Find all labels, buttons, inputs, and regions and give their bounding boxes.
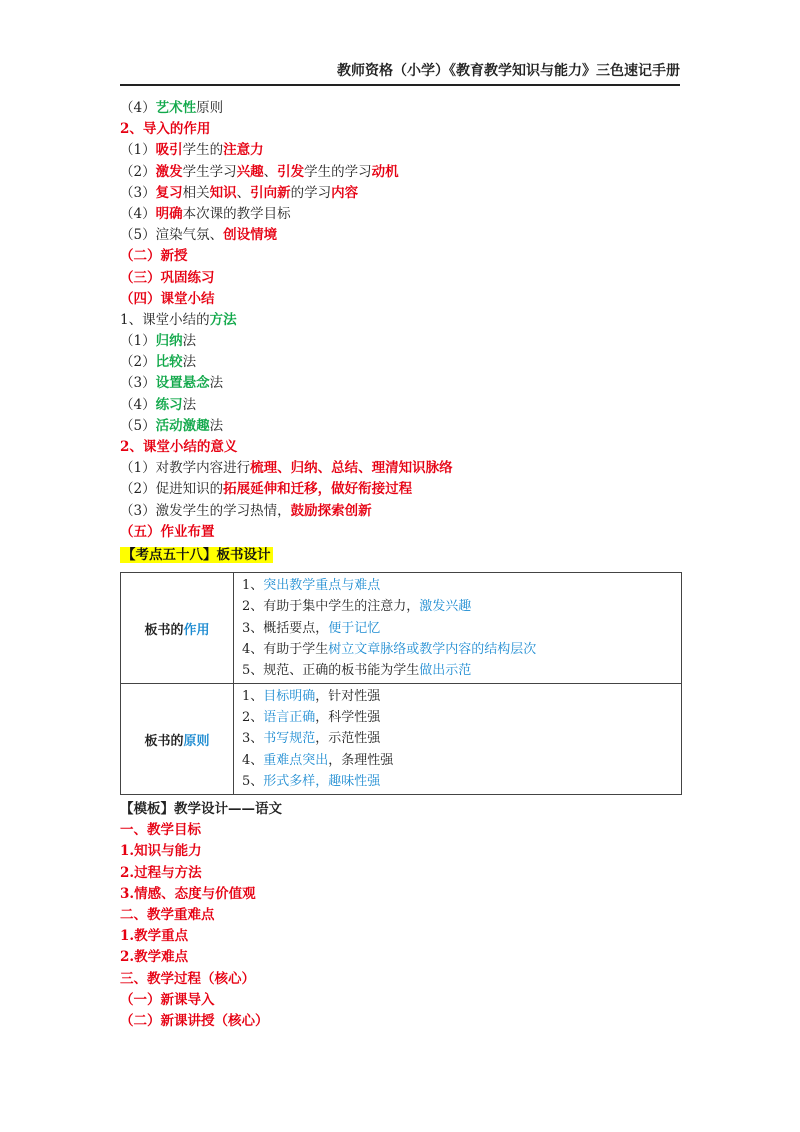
row-label-prefix: 板书的	[144, 622, 184, 638]
text-segment: 活动激趣	[155, 417, 210, 434]
text-segment: 知识	[209, 184, 237, 201]
text-segment: 语言正确	[263, 710, 316, 726]
text-segment: 2、课堂小结的意义	[120, 439, 238, 455]
text-line	[120, 905, 680, 926]
text-segment: 动机	[371, 163, 399, 180]
list-item	[242, 728, 675, 749]
text-line	[120, 1011, 680, 1032]
text-segment: 学生的	[182, 142, 224, 159]
text-segment: 1、	[242, 578, 264, 594]
text-line	[120, 225, 680, 246]
text-segment: 1、	[242, 689, 264, 705]
text-segment: 明确	[155, 205, 183, 222]
text-segment: 便于记忆	[328, 620, 381, 636]
text-line	[120, 98, 680, 119]
text-segment: （二）新课讲授（核心）	[120, 1012, 269, 1029]
text-line	[120, 204, 680, 225]
text-segment: （五）作业布置	[120, 523, 215, 540]
text-segment: 艺术性	[155, 100, 197, 116]
outline-section	[120, 98, 680, 543]
text-segment: （5）	[120, 417, 156, 434]
text-line	[120, 246, 680, 267]
document-content	[120, 98, 680, 1032]
text-segment: 5、	[242, 773, 264, 789]
text-segment: 引发	[277, 163, 305, 180]
text-line	[120, 268, 680, 289]
list-item	[242, 771, 675, 792]
text-segment: 梳理、归纳、总结、理清知识脉络	[250, 460, 453, 477]
text-segment: 引向新	[250, 184, 291, 201]
text-segment: 激发	[155, 163, 183, 180]
text-line	[120, 289, 680, 310]
text-segment: 一、教学目标	[120, 822, 201, 839]
text-segment: 3、	[242, 731, 264, 747]
text-segment: 学生学习	[182, 163, 237, 180]
text-segment: 设置悬念	[155, 375, 210, 392]
text-segment: （三）巩固练习	[120, 269, 215, 286]
text-segment: ，科学性强	[315, 710, 381, 726]
text-segment: 激发兴趣	[419, 599, 472, 615]
text-segment: 原则	[196, 100, 224, 116]
text-segment: ，针对性强	[315, 689, 381, 705]
text-line	[120, 841, 680, 862]
text-line	[120, 458, 680, 479]
text-segment: 3、概括要点，	[242, 620, 329, 636]
text-segment: 做出示范	[419, 662, 472, 678]
text-segment: （二）新授	[120, 248, 188, 265]
text-line	[120, 331, 680, 352]
text-segment: 书写规范	[263, 731, 316, 747]
page-header: 教师资格（小学）《教育教学知识与能力》三色速记手册	[120, 60, 680, 86]
text-segment: （5）渲染气氛、	[120, 227, 224, 244]
text-line	[120, 947, 680, 968]
text-segment: （四）课堂小结	[120, 290, 215, 307]
text-segment: 2.过程与方法	[120, 864, 202, 881]
list-item	[242, 639, 675, 660]
text-line	[120, 926, 680, 947]
table-row	[121, 573, 682, 684]
text-segment: 4、有助于学生	[242, 641, 329, 657]
text-segment: 1、课堂小结的	[120, 311, 210, 328]
text-segment: （1）对教学内容进行	[120, 460, 251, 477]
text-segment: 鼓励探索创新	[290, 502, 372, 519]
text-segment: 本次课的教学目标	[182, 205, 291, 222]
row-label-keyword: 原则	[183, 733, 210, 749]
text-segment: 树立文章脉络或教学内容的结构层次	[328, 641, 537, 657]
text-segment: 三、教学过程（核心）	[120, 970, 255, 987]
text-segment: （2）	[120, 163, 156, 180]
row-label-prefix: 板书的	[144, 733, 184, 749]
text-segment: 3.情感、态度与价值观	[120, 885, 256, 902]
row-label	[121, 684, 234, 795]
text-segment: 练习	[155, 396, 183, 413]
text-segment: 法	[182, 333, 197, 350]
text-line	[120, 522, 680, 543]
text-segment: 1.知识与能力	[120, 843, 202, 860]
list-item	[242, 750, 675, 771]
text-segment: 吸引	[155, 142, 183, 159]
list-item	[242, 575, 675, 596]
lesson-template-section	[120, 799, 680, 1032]
section-title-highlight: 【考点五十八】板书设计	[122, 546, 271, 563]
text-segment: 内容	[331, 184, 359, 201]
list-item	[242, 618, 675, 639]
text-line	[120, 162, 680, 183]
section-title	[120, 545, 680, 566]
text-line	[120, 416, 680, 437]
text-segment: （3）	[120, 184, 156, 201]
text-line	[120, 501, 680, 522]
list-item	[242, 596, 675, 617]
text-segment: 方法	[209, 311, 237, 328]
text-line	[120, 884, 680, 905]
text-segment: 【模板】教学设计——语文	[120, 801, 282, 817]
text-segment: 创设情境	[223, 227, 278, 244]
list-item	[242, 660, 675, 681]
text-segment: ，示范性强	[315, 731, 381, 747]
text-segment: ，条理性强	[328, 752, 394, 768]
text-line	[120, 863, 680, 884]
text-line	[120, 437, 680, 458]
text-segment: 学生的学习	[304, 163, 372, 180]
text-line	[120, 479, 680, 500]
text-line	[120, 799, 680, 820]
row-items	[234, 573, 682, 684]
table-row	[121, 684, 682, 795]
blackboard-design-table	[120, 572, 682, 795]
text-segment: （1）	[120, 333, 156, 350]
text-line	[120, 119, 680, 140]
text-segment: 拓展延伸和迁移，做好衔接过程	[223, 481, 413, 498]
text-segment: 2、导入的作用	[120, 121, 211, 138]
text-line	[120, 969, 680, 990]
text-segment: 的学习	[290, 184, 332, 201]
text-line	[120, 990, 680, 1011]
text-line	[120, 352, 680, 373]
text-segment: 目标明确	[263, 689, 316, 705]
text-segment: （1）	[120, 142, 156, 159]
text-segment: （一）新课导入	[120, 991, 215, 1008]
text-segment: （4）	[120, 205, 156, 222]
list-item	[242, 686, 675, 707]
text-segment: 法	[182, 396, 197, 413]
text-segment: （2）	[120, 354, 156, 371]
text-line	[120, 183, 680, 204]
text-segment: 归纳	[155, 333, 183, 350]
text-segment: 重难点突出	[263, 752, 329, 768]
text-segment: 注意力	[223, 142, 264, 159]
text-segment: 法	[209, 375, 224, 392]
text-segment: （2）促进知识的	[120, 481, 224, 498]
text-segment: （4）	[120, 396, 156, 413]
row-items	[234, 684, 682, 795]
text-line	[120, 395, 680, 416]
text-segment: 兴趣	[236, 163, 264, 180]
text-line	[120, 310, 680, 331]
text-line	[120, 820, 680, 841]
text-segment: 5、规范、正确的板书能为学生	[242, 662, 420, 678]
text-line	[120, 373, 680, 394]
text-line	[120, 140, 680, 161]
text-segment: 、	[263, 163, 278, 180]
text-segment: 2、有助于集中学生的注意力，	[242, 599, 420, 615]
text-segment: 2.教学难点	[120, 949, 189, 966]
text-segment: 比较	[155, 354, 183, 371]
text-segment: 复习	[155, 184, 183, 201]
text-segment: 4、	[242, 752, 264, 768]
row-label-keyword: 作用	[183, 622, 210, 638]
text-segment: 二、教学重难点	[120, 906, 215, 923]
text-segment: （3）	[120, 375, 156, 392]
text-segment: 形式多样，趣味性强	[263, 773, 381, 789]
text-segment: 相关	[182, 184, 210, 201]
list-item	[242, 707, 675, 728]
text-segment: 2、	[242, 710, 264, 726]
text-segment: 1.教学重点	[120, 928, 189, 945]
text-segment: 、	[236, 184, 251, 201]
text-segment: 法	[209, 417, 224, 434]
text-segment: 法	[182, 354, 197, 371]
text-segment: （3）激发学生的学习热情，	[120, 502, 291, 519]
text-segment: 突出教学重点与难点	[263, 578, 381, 594]
text-segment: （4）	[120, 100, 156, 116]
row-label	[121, 573, 234, 684]
